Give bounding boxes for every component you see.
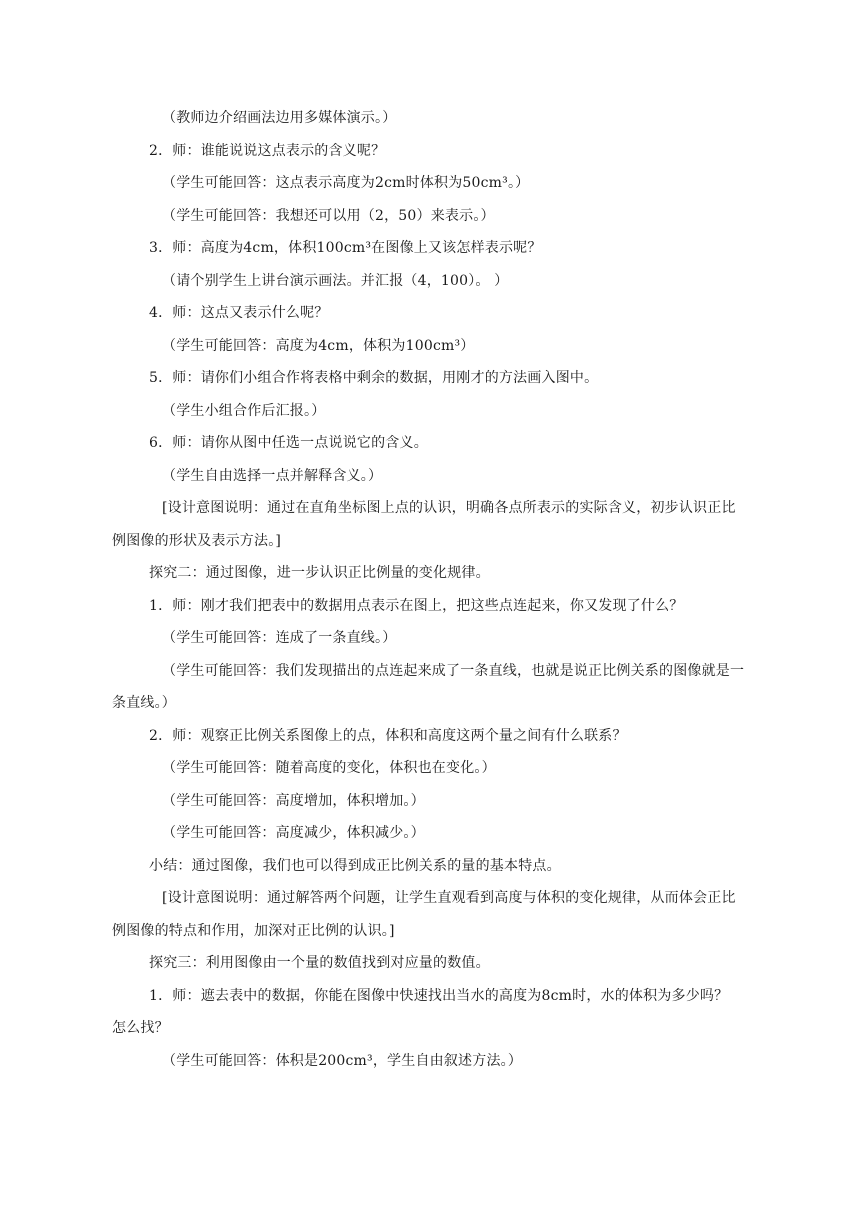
paragraph-line: 6．师：请你从图中任选一点说说它的含义。: [149, 435, 428, 451]
design-note-line: 例图像的形状及表示方法。]: [112, 532, 282, 549]
paragraph-line: 怎么找？: [112, 1020, 169, 1036]
design-note-line: [设计意图说明：通过解答两个问题，让学生直观看到高度与体积的变化规律，从而体会正比: [162, 890, 736, 906]
paragraph-line: （学生可能回答：随着高度的变化，体积也在变化。）: [162, 760, 496, 776]
paragraph-line: （学生自由选择一点并解释含义。）: [162, 467, 383, 484]
summary-line: 小结：通过图像，我们也可以得到成正比例关系的量的基本特点。: [149, 857, 561, 874]
design-note-line: 例图像的特点和作用，加深对正比例的认识。]: [112, 922, 395, 939]
paragraph-line: 2．师：谁能说说这点表示的含义呢？: [149, 142, 386, 159]
section-heading: 探究二：通过图像，进一步认识正比例量的变化规律。: [149, 565, 490, 581]
paragraph-line: （请个别学生上讲台演示画法。并汇报（4，100）。 ）: [162, 272, 509, 289]
section-heading: 探究三：利用图像由一个量的数值找到对应量的数值。: [149, 955, 490, 971]
paragraph-line: （学生可能回答：高度为4cm，体积为100cm³）: [162, 337, 475, 354]
paragraph-line: 2．师：观察正比例关系图像上的点，体积和高度这两个量之间有什么联系？: [149, 727, 627, 744]
paragraph-line: （学生可能回答：我想还可以用（2，50）来表示。）: [162, 207, 495, 224]
paragraph-line: （学生可能回答：高度增加，体积增加。）: [162, 792, 425, 809]
paragraph-line: （学生可能回答：高度减少，体积减少。）: [162, 825, 425, 841]
paragraph-line: （学生可能回答：我们发现描出的点连起来成了一条直线，也就是说正比例关系的图像就是一: [162, 662, 745, 679]
design-note-line: [设计意图说明：通过在直角坐标图上点的认识，明确各点所表示的实际含义，初步认识正比: [162, 500, 736, 516]
paragraph-line: 1．师：遮去表中的数据，你能在图像中快速找出当水的高度为8cm时，水的体积为多少吗？: [149, 987, 729, 1004]
paragraph-line: （教师边介绍画法边用多媒体演示。）: [162, 110, 397, 126]
paragraph-line: 1．师：刚才我们把表中的数据用点表示在图上，把这些点连起来，你又发现了什么？: [149, 597, 684, 614]
paragraph-line: 3．师：高度为4cm，体积100cm³在图像上又该怎样表示呢？: [149, 240, 542, 256]
document-page: [112, 102, 748, 1077]
paragraph-line: （学生小组合作后汇报。）: [162, 402, 326, 419]
paragraph-line: （学生可能回答：这点表示高度为2cm时体积为50cm³。）: [162, 175, 530, 191]
paragraph-line: 4．师：这点又表示什么呢？: [149, 305, 329, 321]
paragraph-line: 5．师：请你们小组合作将表格中剩余的数据，用刚才的方法画入图中。: [149, 370, 599, 386]
paragraph-line: （学生可能回答：体积是200cm³，学生自由叙述方法。）: [162, 1052, 523, 1069]
paragraph-line: （学生可能回答：连成了一条直线。）: [162, 630, 397, 646]
paragraph-line: 条直线。）: [112, 695, 176, 711]
